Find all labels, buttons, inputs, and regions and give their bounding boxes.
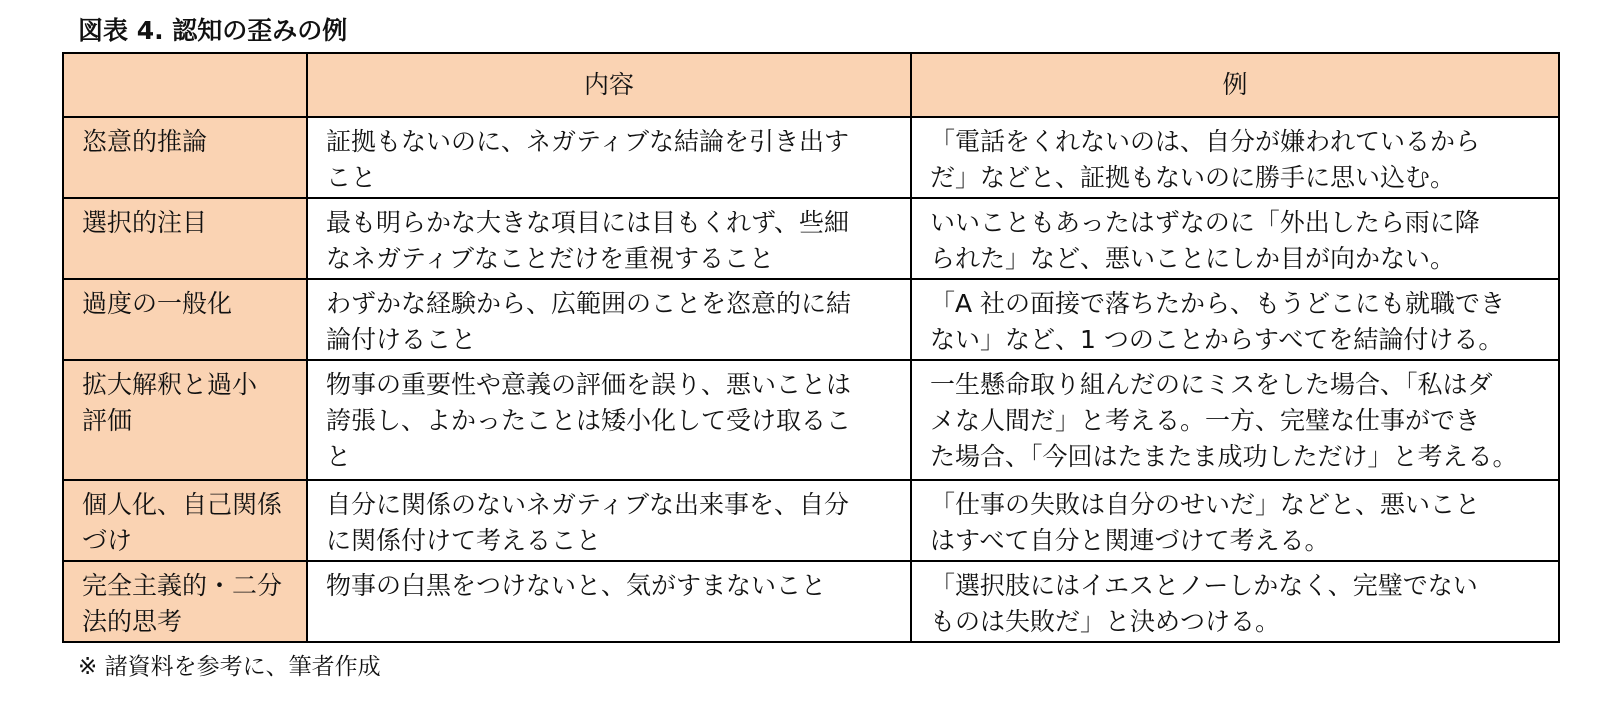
content-cell: [307, 117, 911, 198]
example-line: 「A 社の面接で落ちたから、もうどこにも就職でき: [930, 289, 1506, 318]
example-line: 「選択肢にはイエスとノーしかなく、完璧でない: [930, 571, 1478, 600]
row-label-cell: [63, 360, 307, 480]
example-line: メな人間だ」と考える。一方、完璧な仕事ができ: [930, 406, 1481, 435]
distortion-table: [62, 52, 1560, 643]
header-content: 内容: [307, 53, 911, 117]
row-label-cell: [63, 561, 307, 642]
header-example: 例: [911, 53, 1559, 117]
table-row: [63, 198, 1559, 279]
example-cell: [911, 117, 1559, 198]
example-cell: [911, 561, 1559, 642]
row-label-line: 完全主義的・二分: [82, 571, 283, 600]
example-line: られた」など、悪いことにしか目が向かない。: [930, 244, 1456, 273]
content-line: 証拠もないのに、ネガティブな結論を引き出す: [326, 127, 850, 156]
content-cell: [307, 279, 911, 360]
example-cell: [911, 198, 1559, 279]
row-label-cell: [63, 480, 307, 561]
content-line: 物事の白黒をつけないと、気がすまないこと: [326, 571, 827, 600]
row-label-line: 恣意的推論: [82, 127, 208, 156]
content-line: なネガティブなことだけを重視すること: [326, 244, 775, 273]
example-cell: [911, 480, 1559, 561]
row-label-line: 選択的注目: [82, 208, 208, 237]
row-label-cell: [63, 198, 307, 279]
row-label-line: づけ: [82, 526, 133, 555]
table-row: [63, 279, 1559, 360]
row-label-line: 個人化、自己関係: [82, 490, 283, 519]
example-cell: [911, 360, 1559, 480]
example-line: 「電話をくれないのは、自分が嫌われているから: [930, 127, 1481, 156]
example-line: はすべて自分と関連づけて考える。: [930, 526, 1330, 555]
content-line: わずかな経験から、広範囲のことを恣意的に結: [326, 289, 852, 318]
table-row: [63, 480, 1559, 561]
table-header-row: [63, 53, 1559, 117]
figure-title: 図表 4. 認知の歪みの例: [78, 16, 348, 45]
example-line: 一生懸命取り組んだのにミスをした場合、「私はダ: [930, 370, 1493, 399]
example-line: ものは失敗だ」と決めつける。: [930, 607, 1281, 636]
content-line: 誇張し、よかったことは矮小化して受け取るこ: [326, 406, 852, 435]
content-line: 最も明らかな大きな項目には目もくれず、些細: [326, 208, 850, 237]
example-line: だ」などと、証拠もないのに勝手に思い込む。: [930, 163, 1456, 192]
content-cell: [307, 360, 911, 480]
row-label-line: 評価: [82, 406, 133, 435]
content-cell: [307, 198, 911, 279]
example-cell: [911, 279, 1559, 360]
content-line: 論付けること: [326, 325, 477, 354]
example-line: ない」など、1 つのことからすべてを結論付ける。: [930, 325, 1504, 354]
source-footnote: ※ 諸資料を参考に、筆者作成: [78, 654, 381, 680]
row-label-cell: [63, 117, 307, 198]
example-line: いいこともあったはずなのに「外出したら雨に降: [930, 208, 1480, 237]
content-line: に関係付けて考えること: [326, 526, 602, 555]
content-line: こと: [326, 163, 377, 192]
content-cell: [307, 561, 911, 642]
content-line: 物事の重要性や意義の評価を誤り、悪いことは: [326, 370, 852, 399]
header-empty-cell: [63, 53, 307, 117]
content-line: と: [326, 442, 352, 471]
row-label-line: 過度の一般化: [82, 289, 233, 318]
content-cell: [307, 480, 911, 561]
example-line: 「仕事の失敗は自分のせいだ」などと、悪いこと: [930, 490, 1481, 519]
row-label-cell: [63, 279, 307, 360]
table-row: [63, 561, 1559, 642]
example-line: た場合、「今回はたまたま成功しただけ」と考える。: [930, 442, 1518, 471]
row-label-line: 拡大解釈と過小: [82, 370, 258, 399]
table-row: [63, 360, 1559, 480]
table-row: [63, 117, 1559, 198]
row-label-line: 法的思考: [82, 607, 183, 636]
content-line: 自分に関係のないネガティブな出来事を、自分: [326, 490, 850, 519]
